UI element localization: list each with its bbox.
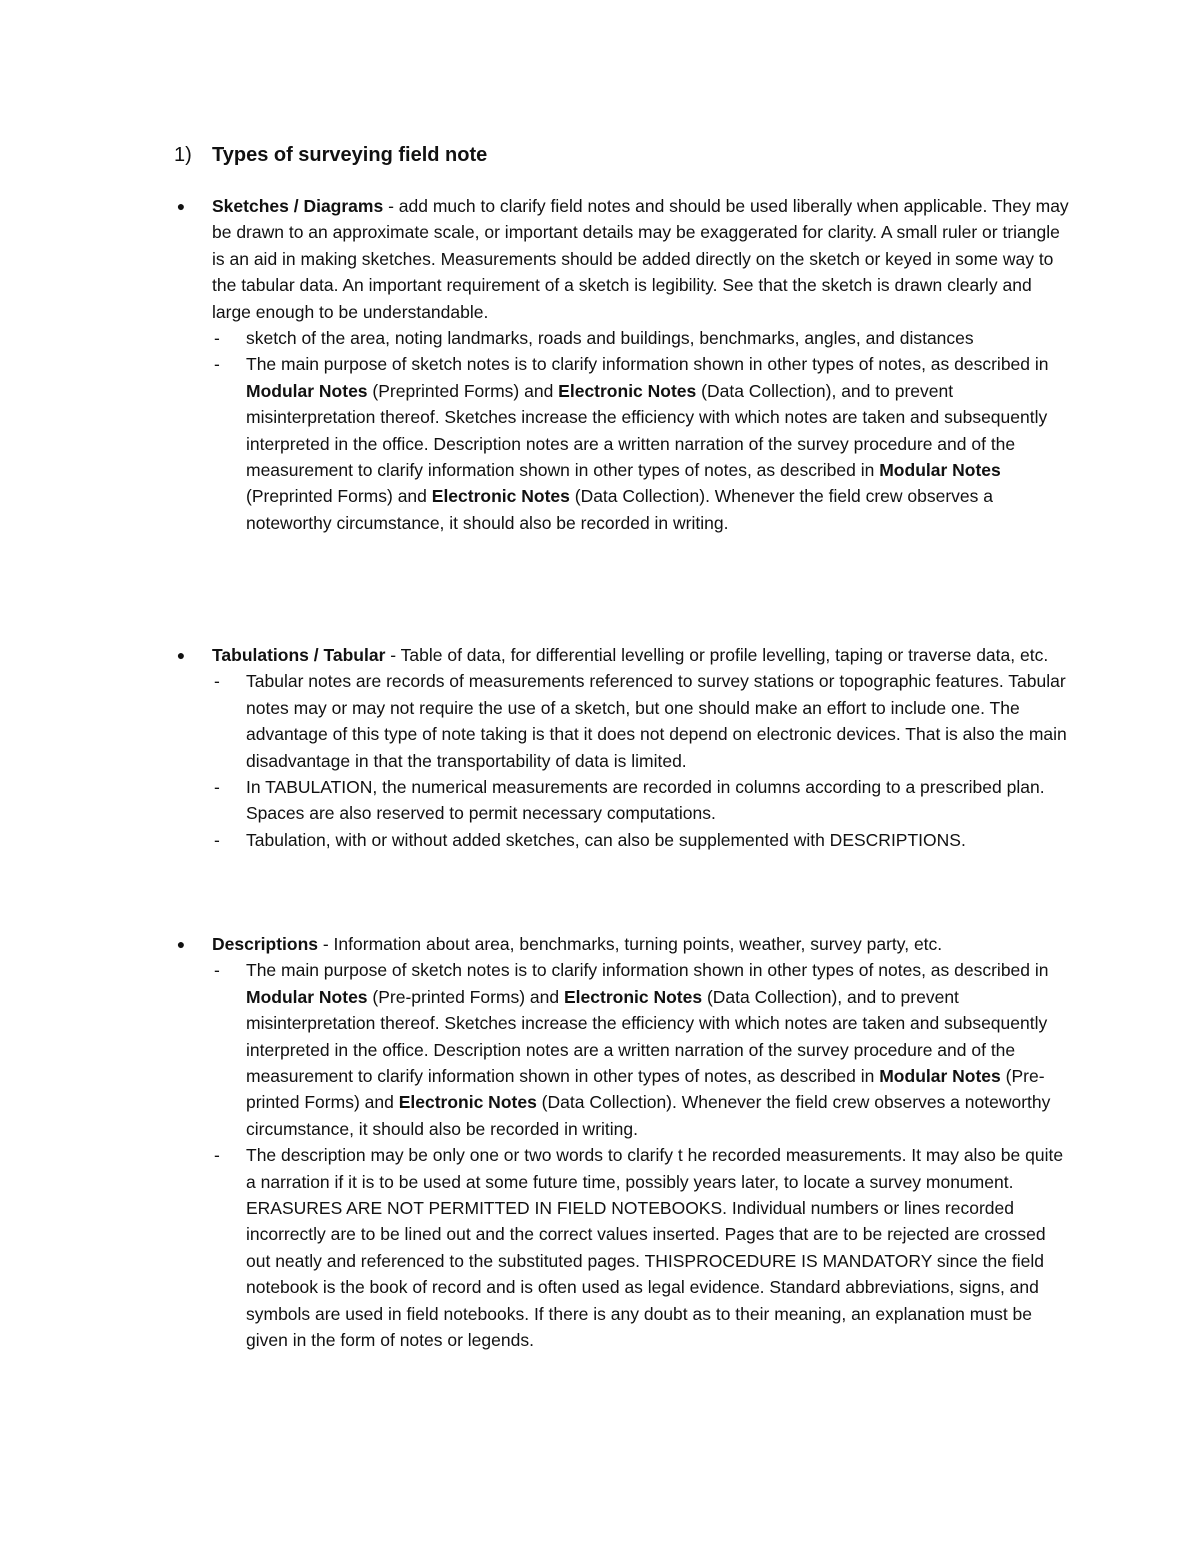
text-run: (Data Collection), and to prevent misinterpretation thereof. Sketches increase the efficiency with which notes are taken and subsequently interpreted in the office. Description notes are a written narration of the survey procedure and of the measurement to clarify information shown in other types of notes, as described in: [246, 380, 1048, 481]
text-run: The main purpose of sketch notes is to clarify information shown in other types of notes, as described in: [246, 960, 1049, 981]
bullet-item-descriptions: [174, 931, 1074, 957]
text-run: (Preprinted Forms) and: [367, 380, 559, 401]
bold-run: Electronic Notes: [564, 986, 703, 1007]
bullet-icon: ●: [176, 936, 186, 952]
bullet-item-tabulations: [174, 642, 1074, 668]
dash-icon: -: [214, 829, 220, 850]
sub-item: [174, 325, 1074, 351]
bullet-icon: ●: [176, 647, 186, 663]
text-run: (Pre-printed Forms) and: [246, 1066, 1045, 1113]
dash-icon: -: [214, 1145, 220, 1166]
section-descriptions: [174, 931, 1074, 1354]
heading-number: 1): [174, 144, 192, 166]
bold-run: Modular Notes: [879, 460, 1001, 481]
bold-run: Electronic Notes: [431, 486, 570, 507]
sub-item: [174, 774, 1074, 827]
dash-icon: -: [214, 777, 220, 798]
term-tabulations: Tabulations / Tabular: [212, 645, 386, 665]
bullet-item-sketches: [174, 193, 1074, 325]
bold-run: Electronic Notes: [398, 1092, 537, 1113]
section-tabulations: [174, 642, 1074, 853]
heading-title: Types of surveying field note: [212, 144, 488, 166]
dash-icon: -: [214, 671, 220, 692]
text-run: (Pre-printed Forms) and: [367, 986, 564, 1007]
sub-item-text: sketch of the area, noting landmarks, roads and buildings, benchmarks, angles, and distances: [246, 328, 974, 349]
sub-item-text: Tabulation, with or without added sketches, can also be supplemented with DESCRIPTIONS.: [246, 829, 966, 850]
section-heading: [174, 142, 487, 168]
text-run: (Data Collection). Whenever the field crew observes a noteworthy circumstance, it should also be recorded in writing.: [246, 486, 993, 533]
section-sketches: [174, 193, 1074, 536]
bold-run: Modular Notes: [246, 380, 368, 401]
sub-item-text: Tabular notes are records of measurements referenced to survey stations or topographic features. Tabular notes may or may not require the use of a sketch, but one should make an effort to include one. The advantage of this type of note taking is that it does not depend on electronic devices. That is also the main disadvantage in that the transportability of data is limited.: [246, 671, 1067, 771]
sub-item: [174, 668, 1074, 774]
sub-item: [174, 1142, 1074, 1353]
term-sketches: Sketches / Diagrams: [212, 196, 384, 216]
text-run: (Preprinted Forms) and: [246, 486, 432, 507]
dash-icon: -: [214, 960, 220, 981]
dash-icon: -: [214, 354, 220, 375]
text-run: (Data Collection), and to prevent misinterpretation thereof. Sketches increase the efficiency with which notes are taken and subsequently interpreted in the office. Description notes are a written narration of the survey procedure and of the measurement to clarify information shown in other types of notes, as described in: [246, 986, 1048, 1087]
dash-icon: -: [214, 328, 220, 349]
intro-tabulations: - Table of data, for differential levelling or profile levelling, taping or traverse data, etc.: [385, 645, 1049, 665]
sub-item: [174, 957, 1074, 1142]
bold-run: Modular Notes: [246, 986, 368, 1007]
text-run: The main purpose of sketch notes is to clarify information shown in other types of notes, as described in: [246, 354, 1049, 375]
bold-run: Modular Notes: [879, 1066, 1001, 1087]
bullet-icon: ●: [176, 198, 186, 214]
intro-descriptions: - Information about area, benchmarks, turning points, weather, survey party, etc.: [318, 934, 943, 954]
bold-run: Electronic Notes: [558, 380, 697, 401]
sub-item: [174, 827, 1074, 853]
sub-item: [174, 351, 1074, 536]
sub-item-text: The description may be only one or two words to clarify t he recorded measurements. It may also be quite a narration if it is to be used at some future time, possibly years later, to locate a survey monument. ERASURES ARE NOT PERMITTED IN FIELD NOTEBOOKS. Individual numbers or lines recorded incorrectly are to be lined out and the correct values inserted. Pages that are to be rejected are crossed out neatly and referenced to the substituted pages. THISPROCEDURE IS MANDATORY since the field notebook is the book of record and is often used as legal evidence. Standard abbreviations, signs, and symbols are used in field notebooks. If there is any doubt as to their meaning, an explanation must be given in the form of notes or legends.: [246, 1145, 1064, 1351]
intro-sketches: - add much to clarify field notes and should be used liberally when applicable. They may be drawn to an approximate scale, or important details may be exaggerated for clarity. A small ruler or triangle is an aid in making sketches. Measurements should be added directly on the sketch or keyed in some way to the tabular data. An important requirement of a sketch is legibility. See that the sketch is drawn clearly and large enough to be understandable.: [212, 196, 1069, 322]
term-descriptions: Descriptions: [212, 934, 318, 954]
sub-item-text: In TABULATION, the numerical measurements are recorded in columns according to a prescribed plan. Spaces are also reserved to permit necessary computations.: [246, 777, 1045, 824]
text-run: (Data Collection). Whenever the field crew observes a noteworthy circumstance, it should also be recorded in writing.: [246, 1092, 1051, 1139]
